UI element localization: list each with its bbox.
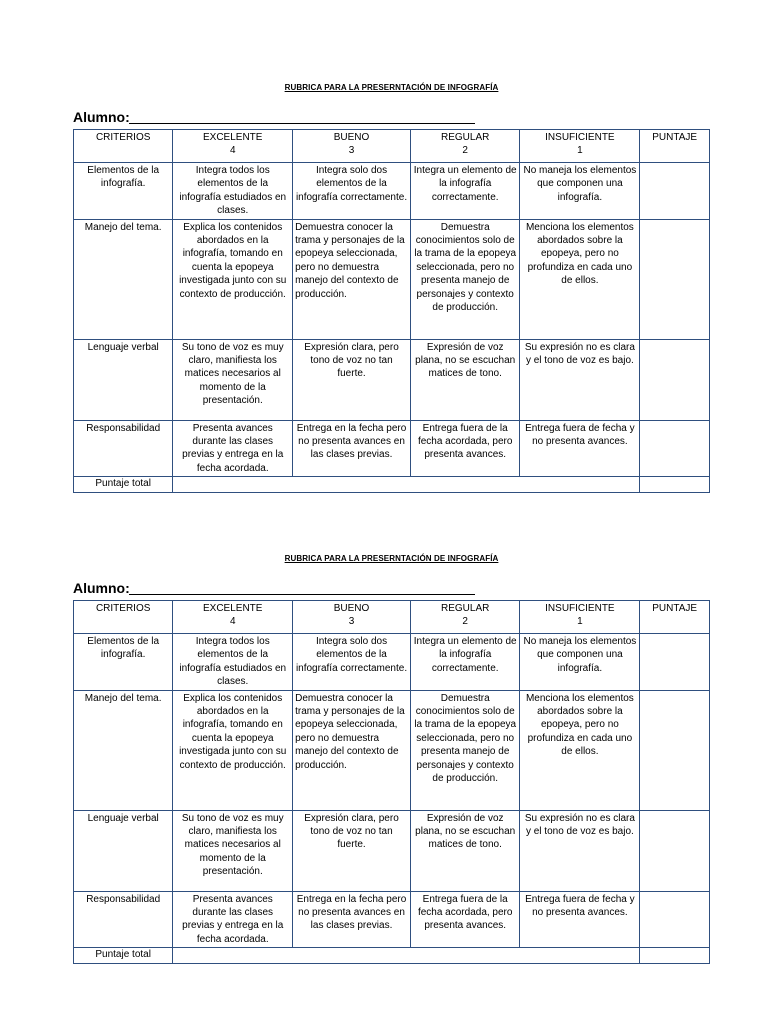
header-row <box>74 130 710 163</box>
criterion-cell: Lenguaje verbal <box>74 339 173 420</box>
total-row <box>74 477 710 493</box>
criterion-cell: Responsabilidad <box>74 891 173 948</box>
student-name-line <box>129 123 475 124</box>
excelente-cell: Presenta avances durante las clases previas y entrega en la fecha acordada. <box>173 420 293 477</box>
criterion-cell: Responsabilidad <box>74 420 173 477</box>
student-label: Alumno: <box>73 580 130 596</box>
insuficiente-cell: Menciona los elementos abordados sobre la epopeya, pero no profundiza en cada uno de ellos. <box>520 690 640 810</box>
excelente-cell: Integra todos los elementos de la infografía estudiados en clases. <box>173 634 293 691</box>
insuficiente-cell: No maneja los elementos que componen una infografía. <box>520 634 640 691</box>
regular-cell: Demuestra conocimientos solo de la trama de la epopeya seleccionada, pero no presenta manejo de personajes y contexto de producción. <box>410 690 520 810</box>
puntaje-cell <box>640 634 710 691</box>
header-regular: REGULAR 2 <box>410 130 520 163</box>
excelente-cell: Explica los contenidos abordados en la infografía, tomando en cuenta la epopeya investigada junto con su contexto de producción. <box>173 690 293 810</box>
document-title: RUBRICA PARA LA PRESERNTACIÓN DE INFOGRAFÍA <box>284 554 499 563</box>
regular-cell: Expresión de voz plana, no se escuchan matices de tono. <box>410 810 520 891</box>
bueno-cell: Entrega en la fecha pero no presenta avances en las clases previas. <box>293 420 411 477</box>
insuficiente-cell: Menciona los elementos abordados sobre la epopeya, pero no profundiza en cada uno de ellos. <box>520 219 640 339</box>
rubric-table <box>73 600 710 964</box>
excelente-cell: Su tono de voz es muy claro, manifiesta los matices necesarios al momento de la presentación. <box>173 339 293 420</box>
table-row <box>74 219 710 339</box>
regular-cell: Entrega fuera de la fecha acordada, pero presenta avances. <box>410 891 520 948</box>
header-criterios: CRITERIOS <box>74 601 173 634</box>
table-row <box>74 891 710 948</box>
header-bueno: BUENO 3 <box>293 601 411 634</box>
puntaje-cell <box>640 339 710 420</box>
criterion-cell: Lenguaje verbal <box>74 810 173 891</box>
bueno-cell: Integra solo dos elementos de la infografía correctamente. <box>293 634 411 691</box>
student-name-line <box>129 594 475 595</box>
header-insuficiente: INSUFICIENTE 1 <box>520 130 640 163</box>
excelente-cell: Explica los contenidos abordados en la infografía, tomando en cuenta la epopeya investigada junto con su contexto de producción. <box>173 219 293 339</box>
table-row <box>74 163 710 220</box>
rubric-block-1 <box>73 83 710 493</box>
insuficiente-cell: Entrega fuera de fecha y no presenta avances. <box>520 420 640 477</box>
insuficiente-cell: Entrega fuera de fecha y no presenta avances. <box>520 891 640 948</box>
regular-cell: Demuestra conocimientos solo de la trama de la epopeya seleccionada, pero no presenta manejo de personajes y contexto de producción. <box>410 219 520 339</box>
header-excelente: EXCELENTE 4 <box>173 601 293 634</box>
criterion-cell: Manejo del tema. <box>74 219 173 339</box>
bueno-cell: Demuestra conocer la trama y personajes de la epopeya seleccionada, pero no demuestra manejo del contexto de producción. <box>293 690 411 810</box>
puntaje-cell <box>640 690 710 810</box>
table-row <box>74 690 710 810</box>
total-score-cell <box>640 477 710 493</box>
header-criterios: CRITERIOS <box>74 130 173 163</box>
puntaje-cell <box>640 219 710 339</box>
puntaje-cell <box>640 891 710 948</box>
bueno-cell: Integra solo dos elementos de la infografía correctamente. <box>293 163 411 220</box>
student-label: Alumno: <box>73 109 130 125</box>
excelente-cell: Integra todos los elementos de la infografía estudiados en clases. <box>173 163 293 220</box>
student-name-row <box>73 107 710 127</box>
total-row <box>74 948 710 964</box>
total-empty-cell <box>173 948 640 964</box>
bueno-cell: Entrega en la fecha pero no presenta avances en las clases previas. <box>293 891 411 948</box>
header-regular: REGULAR 2 <box>410 601 520 634</box>
header-insuficiente: INSUFICIENTE 1 <box>520 601 640 634</box>
bueno-cell: Expresión clara, pero tono de voz no tan fuerte. <box>293 810 411 891</box>
insuficiente-cell: No maneja los elementos que componen una infografía. <box>520 163 640 220</box>
regular-cell: Entrega fuera de la fecha acordada, pero presenta avances. <box>410 420 520 477</box>
document-title: RUBRICA PARA LA PRESERNTACIÓN DE INFOGRAFÍA <box>284 83 499 92</box>
puntaje-cell <box>640 420 710 477</box>
regular-cell: Integra un elemento de la infografía correctamente. <box>410 634 520 691</box>
header-puntaje: PUNTAJE <box>640 601 710 634</box>
criterion-cell: Elementos de la infografía. <box>74 634 173 691</box>
excelente-cell: Su tono de voz es muy claro, manifiesta los matices necesarios al momento de la presentación. <box>173 810 293 891</box>
rubric-table <box>73 129 710 493</box>
bueno-cell: Demuestra conocer la trama y personajes de la epopeya seleccionada, pero no demuestra manejo del contexto de producción. <box>293 219 411 339</box>
total-label: Puntaje total <box>74 477 173 493</box>
puntaje-cell <box>640 163 710 220</box>
criterion-cell: Manejo del tema. <box>74 690 173 810</box>
insuficiente-cell: Su expresión no es clara y el tono de voz es bajo. <box>520 339 640 420</box>
total-label: Puntaje total <box>74 948 173 964</box>
regular-cell: Expresión de voz plana, no se escuchan matices de tono. <box>410 339 520 420</box>
total-empty-cell <box>173 477 640 493</box>
insuficiente-cell: Su expresión no es clara y el tono de voz es bajo. <box>520 810 640 891</box>
bueno-cell: Expresión clara, pero tono de voz no tan fuerte. <box>293 339 411 420</box>
table-row <box>74 810 710 891</box>
student-name-row <box>73 578 710 598</box>
excelente-cell: Presenta avances durante las clases previas y entrega en la fecha acordada. <box>173 891 293 948</box>
header-excelente: EXCELENTE 4 <box>173 130 293 163</box>
total-score-cell <box>640 948 710 964</box>
header-bueno: BUENO 3 <box>293 130 411 163</box>
header-puntaje: PUNTAJE <box>640 130 710 163</box>
criterion-cell: Elementos de la infografía. <box>74 163 173 220</box>
puntaje-cell <box>640 810 710 891</box>
table-row <box>74 339 710 420</box>
rubric-block-2 <box>73 554 710 964</box>
table-row <box>74 634 710 691</box>
header-row <box>74 601 710 634</box>
regular-cell: Integra un elemento de la infografía correctamente. <box>410 163 520 220</box>
table-row <box>74 420 710 477</box>
